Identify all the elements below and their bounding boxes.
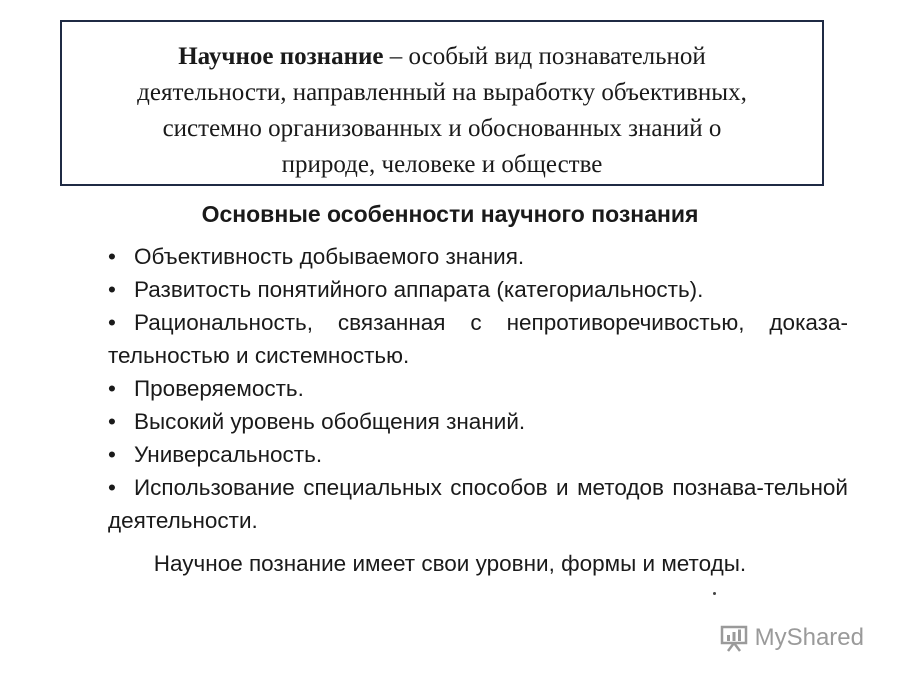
stray-dot: [713, 592, 716, 595]
bullet-icon: •: [108, 310, 116, 335]
definition-line-4: природе, человеке и обществе: [281, 151, 603, 178]
presentation-board-icon: [719, 624, 749, 652]
definition-term: Научное познание: [178, 43, 384, 70]
section-heading: Основные особенности научного познания: [201, 201, 699, 227]
feature-item: • Проверяемость.: [108, 372, 848, 405]
feature-item: • Развитость понятийного аппарата (категориальность).: [108, 273, 848, 306]
feature-item: • Рациональность, связанная с непротиворечивостью, доказа-тельностью и системностью.: [108, 306, 848, 372]
bullet-icon: •: [108, 244, 116, 269]
bullet-icon: •: [108, 409, 116, 434]
definition-line-2: деятельности, направленный на выработку объективных,: [137, 79, 747, 106]
feature-item: • Универсальность.: [108, 438, 848, 471]
watermark-text: MyShared: [754, 624, 864, 651]
bullet-icon: •: [108, 376, 116, 401]
bullet-icon: •: [108, 442, 116, 467]
closing-sentence: Научное познание имеет свои уровни, формы и методы.: [153, 551, 747, 576]
bullet-icon: •: [108, 475, 116, 500]
feature-item: • Использование специальных способов и методов познава-тельной деятельности.: [108, 471, 848, 537]
bullet-icon: •: [108, 277, 116, 302]
definition-box: [60, 20, 824, 186]
feature-item: • Высокий уровень обобщения знаний.: [108, 405, 848, 438]
feature-item: • Объективность добываемого знания.: [108, 240, 848, 273]
features-list: [108, 240, 848, 537]
watermark: [719, 624, 864, 652]
definition-line-3: системно организованных и обоснованных знаний о: [162, 115, 722, 142]
definition-line-1: Научное познание – особый вид познавательной: [178, 43, 706, 70]
